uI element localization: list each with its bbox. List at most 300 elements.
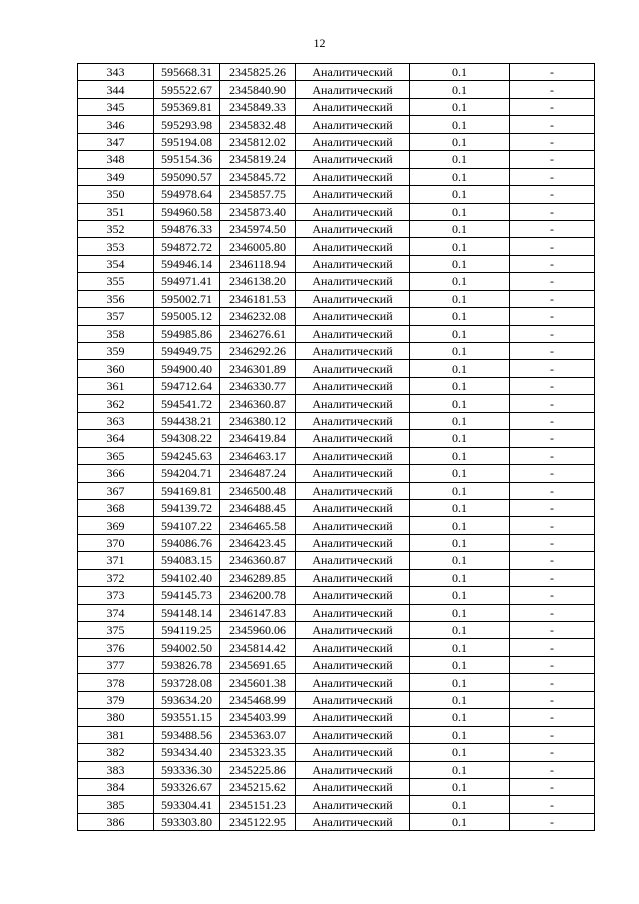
note-cell: -	[510, 220, 595, 237]
note-cell: -	[510, 290, 595, 307]
accuracy-cell: 0.1	[410, 81, 510, 98]
point-number-cell: 383	[78, 761, 154, 778]
x-coordinate-cell: 594148.14	[154, 604, 220, 621]
table-row	[78, 81, 595, 98]
table-row	[78, 569, 595, 586]
y-coordinate-cell: 2346500.48	[220, 482, 296, 499]
point-number-cell: 355	[78, 273, 154, 290]
accuracy-cell: 0.1	[410, 499, 510, 516]
method-cell: Аналитический	[296, 552, 410, 569]
x-coordinate-cell: 593826.78	[154, 656, 220, 673]
accuracy-cell: 0.1	[410, 238, 510, 255]
method-cell: Аналитический	[296, 744, 410, 761]
accuracy-cell: 0.1	[410, 186, 510, 203]
method-cell: Аналитический	[296, 674, 410, 691]
table-row	[78, 395, 595, 412]
point-number-cell: 382	[78, 744, 154, 761]
method-cell: Аналитический	[296, 499, 410, 516]
note-cell: -	[510, 98, 595, 115]
y-coordinate-cell: 2346465.58	[220, 517, 296, 534]
note-cell: -	[510, 796, 595, 813]
method-cell: Аналитический	[296, 726, 410, 743]
x-coordinate-cell: 594204.71	[154, 465, 220, 482]
method-cell: Аналитический	[296, 64, 410, 81]
y-coordinate-cell: 2346423.45	[220, 534, 296, 551]
x-coordinate-cell: 593634.20	[154, 691, 220, 708]
point-number-cell: 343	[78, 64, 154, 81]
table-row	[78, 273, 595, 290]
note-cell: -	[510, 482, 595, 499]
y-coordinate-cell: 2346463.17	[220, 447, 296, 464]
note-cell: -	[510, 360, 595, 377]
accuracy-cell: 0.1	[410, 395, 510, 412]
x-coordinate-cell: 594900.40	[154, 360, 220, 377]
note-cell: -	[510, 709, 595, 726]
point-number-cell: 347	[78, 133, 154, 150]
table-row	[78, 64, 595, 81]
point-number-cell: 370	[78, 534, 154, 551]
method-cell: Аналитический	[296, 813, 410, 830]
y-coordinate-cell: 2345215.62	[220, 778, 296, 795]
method-cell: Аналитический	[296, 465, 410, 482]
y-coordinate-cell: 2345151.23	[220, 796, 296, 813]
accuracy-cell: 0.1	[410, 273, 510, 290]
method-cell: Аналитический	[296, 220, 410, 237]
y-coordinate-cell: 2345849.33	[220, 98, 296, 115]
note-cell: -	[510, 465, 595, 482]
point-number-cell: 353	[78, 238, 154, 255]
point-number-cell: 373	[78, 587, 154, 604]
accuracy-cell: 0.1	[410, 325, 510, 342]
x-coordinate-cell: 595369.81	[154, 98, 220, 115]
y-coordinate-cell: 2346181.53	[220, 290, 296, 307]
method-cell: Аналитический	[296, 360, 410, 377]
table-row	[78, 499, 595, 516]
accuracy-cell: 0.1	[410, 674, 510, 691]
x-coordinate-cell: 594139.72	[154, 499, 220, 516]
method-cell: Аналитический	[296, 639, 410, 656]
note-cell: -	[510, 168, 595, 185]
accuracy-cell: 0.1	[410, 569, 510, 586]
point-number-cell: 352	[78, 220, 154, 237]
y-coordinate-cell: 2346360.87	[220, 552, 296, 569]
table-row	[78, 238, 595, 255]
method-cell: Аналитический	[296, 116, 410, 133]
method-cell: Аналитический	[296, 412, 410, 429]
table-row	[78, 761, 595, 778]
accuracy-cell: 0.1	[410, 691, 510, 708]
accuracy-cell: 0.1	[410, 64, 510, 81]
accuracy-cell: 0.1	[410, 308, 510, 325]
accuracy-cell: 0.1	[410, 203, 510, 220]
accuracy-cell: 0.1	[410, 709, 510, 726]
table-row	[78, 656, 595, 673]
method-cell: Аналитический	[296, 482, 410, 499]
x-coordinate-cell: 593326.67	[154, 778, 220, 795]
note-cell: -	[510, 778, 595, 795]
note-cell: -	[510, 744, 595, 761]
accuracy-cell: 0.1	[410, 290, 510, 307]
x-coordinate-cell: 594002.50	[154, 639, 220, 656]
accuracy-cell: 0.1	[410, 796, 510, 813]
method-cell: Аналитический	[296, 534, 410, 551]
table-row	[78, 796, 595, 813]
point-number-cell: 344	[78, 81, 154, 98]
method-cell: Аналитический	[296, 569, 410, 586]
accuracy-cell: 0.1	[410, 447, 510, 464]
point-number-cell: 369	[78, 517, 154, 534]
table-row	[78, 552, 595, 569]
table-row	[78, 778, 595, 795]
note-cell: -	[510, 691, 595, 708]
note-cell: -	[510, 726, 595, 743]
table-row	[78, 325, 595, 342]
point-number-cell: 384	[78, 778, 154, 795]
note-cell: -	[510, 308, 595, 325]
x-coordinate-cell: 595293.98	[154, 116, 220, 133]
method-cell: Аналитический	[296, 517, 410, 534]
table-row	[78, 377, 595, 394]
note-cell: -	[510, 447, 595, 464]
x-coordinate-cell: 595194.08	[154, 133, 220, 150]
accuracy-cell: 0.1	[410, 744, 510, 761]
y-coordinate-cell: 2345825.26	[220, 64, 296, 81]
table-row	[78, 133, 595, 150]
x-coordinate-cell: 595522.67	[154, 81, 220, 98]
table-row	[78, 482, 595, 499]
y-coordinate-cell: 2345873.40	[220, 203, 296, 220]
table-row	[78, 360, 595, 377]
note-cell: -	[510, 133, 595, 150]
accuracy-cell: 0.1	[410, 133, 510, 150]
y-coordinate-cell: 2346380.12	[220, 412, 296, 429]
method-cell: Аналитический	[296, 151, 410, 168]
method-cell: Аналитический	[296, 168, 410, 185]
point-number-cell: 350	[78, 186, 154, 203]
y-coordinate-cell: 2346200.78	[220, 587, 296, 604]
accuracy-cell: 0.1	[410, 656, 510, 673]
accuracy-cell: 0.1	[410, 168, 510, 185]
x-coordinate-cell: 594107.22	[154, 517, 220, 534]
note-cell: -	[510, 587, 595, 604]
point-number-cell: 378	[78, 674, 154, 691]
note-cell: -	[510, 813, 595, 830]
point-number-cell: 371	[78, 552, 154, 569]
y-coordinate-cell: 2346118.94	[220, 255, 296, 272]
x-coordinate-cell: 595154.36	[154, 151, 220, 168]
x-coordinate-cell: 594119.25	[154, 622, 220, 639]
x-coordinate-cell: 594946.14	[154, 255, 220, 272]
y-coordinate-cell: 2345691.65	[220, 656, 296, 673]
table-row	[78, 674, 595, 691]
y-coordinate-cell: 2346488.45	[220, 499, 296, 516]
point-number-cell: 377	[78, 656, 154, 673]
method-cell: Аналитический	[296, 377, 410, 394]
accuracy-cell: 0.1	[410, 517, 510, 534]
method-cell: Аналитический	[296, 691, 410, 708]
y-coordinate-cell: 2345814.42	[220, 639, 296, 656]
method-cell: Аналитический	[296, 255, 410, 272]
note-cell: -	[510, 639, 595, 656]
accuracy-cell: 0.1	[410, 587, 510, 604]
note-cell: -	[510, 499, 595, 516]
method-cell: Аналитический	[296, 656, 410, 673]
y-coordinate-cell: 2346147.83	[220, 604, 296, 621]
point-number-cell: 385	[78, 796, 154, 813]
y-coordinate-cell: 2345857.75	[220, 186, 296, 203]
table-row	[78, 447, 595, 464]
accuracy-cell: 0.1	[410, 343, 510, 360]
table-row	[78, 534, 595, 551]
accuracy-cell: 0.1	[410, 813, 510, 830]
accuracy-cell: 0.1	[410, 220, 510, 237]
method-cell: Аналитический	[296, 343, 410, 360]
accuracy-cell: 0.1	[410, 534, 510, 551]
accuracy-cell: 0.1	[410, 151, 510, 168]
point-number-cell: 358	[78, 325, 154, 342]
x-coordinate-cell: 593303.80	[154, 813, 220, 830]
method-cell: Аналитический	[296, 203, 410, 220]
note-cell: -	[510, 569, 595, 586]
note-cell: -	[510, 273, 595, 290]
x-coordinate-cell: 593488.56	[154, 726, 220, 743]
y-coordinate-cell: 2345812.02	[220, 133, 296, 150]
point-number-cell: 360	[78, 360, 154, 377]
accuracy-cell: 0.1	[410, 622, 510, 639]
note-cell: -	[510, 761, 595, 778]
x-coordinate-cell: 594978.64	[154, 186, 220, 203]
note-cell: -	[510, 81, 595, 98]
method-cell: Аналитический	[296, 761, 410, 778]
y-coordinate-cell: 2345468.99	[220, 691, 296, 708]
method-cell: Аналитический	[296, 587, 410, 604]
note-cell: -	[510, 430, 595, 447]
table-row	[78, 203, 595, 220]
y-coordinate-cell: 2345840.90	[220, 81, 296, 98]
method-cell: Аналитический	[296, 622, 410, 639]
x-coordinate-cell: 594438.21	[154, 412, 220, 429]
method-cell: Аналитический	[296, 395, 410, 412]
x-coordinate-cell: 593304.41	[154, 796, 220, 813]
table-row	[78, 639, 595, 656]
note-cell: -	[510, 604, 595, 621]
coordinates-table	[77, 63, 595, 831]
x-coordinate-cell: 594169.81	[154, 482, 220, 499]
point-number-cell: 361	[78, 377, 154, 394]
note-cell: -	[510, 238, 595, 255]
accuracy-cell: 0.1	[410, 482, 510, 499]
y-coordinate-cell: 2345323.35	[220, 744, 296, 761]
table-row	[78, 622, 595, 639]
accuracy-cell: 0.1	[410, 552, 510, 569]
x-coordinate-cell: 594083.15	[154, 552, 220, 569]
y-coordinate-cell: 2346487.24	[220, 465, 296, 482]
y-coordinate-cell: 2345225.86	[220, 761, 296, 778]
note-cell: -	[510, 151, 595, 168]
note-cell: -	[510, 534, 595, 551]
y-coordinate-cell: 2346419.84	[220, 430, 296, 447]
method-cell: Аналитический	[296, 796, 410, 813]
table-row	[78, 813, 595, 830]
x-coordinate-cell: 594949.75	[154, 343, 220, 360]
table-row	[78, 290, 595, 307]
accuracy-cell: 0.1	[410, 98, 510, 115]
point-number-cell: 349	[78, 168, 154, 185]
y-coordinate-cell: 2345601.38	[220, 674, 296, 691]
method-cell: Аналитический	[296, 447, 410, 464]
x-coordinate-cell: 594245.63	[154, 447, 220, 464]
y-coordinate-cell: 2346301.89	[220, 360, 296, 377]
note-cell: -	[510, 325, 595, 342]
method-cell: Аналитический	[296, 238, 410, 255]
note-cell: -	[510, 377, 595, 394]
point-number-cell: 362	[78, 395, 154, 412]
y-coordinate-cell: 2345974.50	[220, 220, 296, 237]
point-number-cell: 372	[78, 569, 154, 586]
accuracy-cell: 0.1	[410, 465, 510, 482]
point-number-cell: 380	[78, 709, 154, 726]
y-coordinate-cell: 2346330.77	[220, 377, 296, 394]
point-number-cell: 356	[78, 290, 154, 307]
accuracy-cell: 0.1	[410, 377, 510, 394]
accuracy-cell: 0.1	[410, 778, 510, 795]
y-coordinate-cell: 2346360.87	[220, 395, 296, 412]
x-coordinate-cell: 593728.08	[154, 674, 220, 691]
table-row	[78, 220, 595, 237]
point-number-cell: 364	[78, 430, 154, 447]
x-coordinate-cell: 594960.58	[154, 203, 220, 220]
x-coordinate-cell: 594541.72	[154, 395, 220, 412]
y-coordinate-cell: 2346005.80	[220, 238, 296, 255]
table-row	[78, 255, 595, 272]
note-cell: -	[510, 64, 595, 81]
point-number-cell: 345	[78, 98, 154, 115]
x-coordinate-cell: 594086.76	[154, 534, 220, 551]
table-row	[78, 465, 595, 482]
point-number-cell: 363	[78, 412, 154, 429]
point-number-cell: 374	[78, 604, 154, 621]
table-row	[78, 343, 595, 360]
method-cell: Аналитический	[296, 98, 410, 115]
y-coordinate-cell: 2345960.06	[220, 622, 296, 639]
method-cell: Аналитический	[296, 325, 410, 342]
note-cell: -	[510, 674, 595, 691]
method-cell: Аналитический	[296, 604, 410, 621]
y-coordinate-cell: 2345403.99	[220, 709, 296, 726]
point-number-cell: 354	[78, 255, 154, 272]
table-row	[78, 744, 595, 761]
table-row	[78, 587, 595, 604]
x-coordinate-cell: 594308.22	[154, 430, 220, 447]
method-cell: Аналитический	[296, 709, 410, 726]
x-coordinate-cell: 594712.64	[154, 377, 220, 394]
note-cell: -	[510, 186, 595, 203]
table-row	[78, 412, 595, 429]
x-coordinate-cell: 594985.86	[154, 325, 220, 342]
method-cell: Аналитический	[296, 290, 410, 307]
x-coordinate-cell: 595668.31	[154, 64, 220, 81]
method-cell: Аналитический	[296, 81, 410, 98]
note-cell: -	[510, 622, 595, 639]
y-coordinate-cell: 2345363.07	[220, 726, 296, 743]
point-number-cell: 386	[78, 813, 154, 830]
table-row	[78, 709, 595, 726]
x-coordinate-cell: 593551.15	[154, 709, 220, 726]
note-cell: -	[510, 656, 595, 673]
method-cell: Аналитический	[296, 430, 410, 447]
method-cell: Аналитический	[296, 778, 410, 795]
accuracy-cell: 0.1	[410, 604, 510, 621]
y-coordinate-cell: 2346292.26	[220, 343, 296, 360]
page-number: 12	[313, 36, 326, 50]
y-coordinate-cell: 2345819.24	[220, 151, 296, 168]
x-coordinate-cell: 595005.12	[154, 308, 220, 325]
point-number-cell: 366	[78, 465, 154, 482]
note-cell: -	[510, 552, 595, 569]
method-cell: Аналитический	[296, 308, 410, 325]
accuracy-cell: 0.1	[410, 255, 510, 272]
point-number-cell: 367	[78, 482, 154, 499]
coordinates-table-body	[78, 64, 595, 831]
accuracy-cell: 0.1	[410, 430, 510, 447]
accuracy-cell: 0.1	[410, 412, 510, 429]
accuracy-cell: 0.1	[410, 116, 510, 133]
x-coordinate-cell: 594102.40	[154, 569, 220, 586]
note-cell: -	[510, 343, 595, 360]
x-coordinate-cell: 593434.40	[154, 744, 220, 761]
accuracy-cell: 0.1	[410, 726, 510, 743]
note-cell: -	[510, 116, 595, 133]
accuracy-cell: 0.1	[410, 360, 510, 377]
x-coordinate-cell: 593336.30	[154, 761, 220, 778]
y-coordinate-cell: 2345832.48	[220, 116, 296, 133]
table-row	[78, 691, 595, 708]
table-row	[78, 168, 595, 185]
table-row	[78, 186, 595, 203]
accuracy-cell: 0.1	[410, 639, 510, 656]
y-coordinate-cell: 2346232.08	[220, 308, 296, 325]
y-coordinate-cell: 2345845.72	[220, 168, 296, 185]
note-cell: -	[510, 517, 595, 534]
point-number-cell: 375	[78, 622, 154, 639]
table-row	[78, 308, 595, 325]
point-number-cell: 376	[78, 639, 154, 656]
note-cell: -	[510, 203, 595, 220]
y-coordinate-cell: 2346276.61	[220, 325, 296, 342]
table-row	[78, 116, 595, 133]
y-coordinate-cell: 2345122.95	[220, 813, 296, 830]
point-number-cell: 348	[78, 151, 154, 168]
y-coordinate-cell: 2346138.20	[220, 273, 296, 290]
point-number-cell: 346	[78, 116, 154, 133]
x-coordinate-cell: 594145.73	[154, 587, 220, 604]
x-coordinate-cell: 595090.57	[154, 168, 220, 185]
method-cell: Аналитический	[296, 273, 410, 290]
point-number-cell: 357	[78, 308, 154, 325]
x-coordinate-cell: 594872.72	[154, 238, 220, 255]
point-number-cell: 359	[78, 343, 154, 360]
table-row	[78, 726, 595, 743]
note-cell: -	[510, 255, 595, 272]
method-cell: Аналитический	[296, 186, 410, 203]
point-number-cell: 381	[78, 726, 154, 743]
point-number-cell: 351	[78, 203, 154, 220]
y-coordinate-cell: 2346289.85	[220, 569, 296, 586]
note-cell: -	[510, 412, 595, 429]
method-cell: Аналитический	[296, 133, 410, 150]
table-row	[78, 517, 595, 534]
table-row	[78, 604, 595, 621]
